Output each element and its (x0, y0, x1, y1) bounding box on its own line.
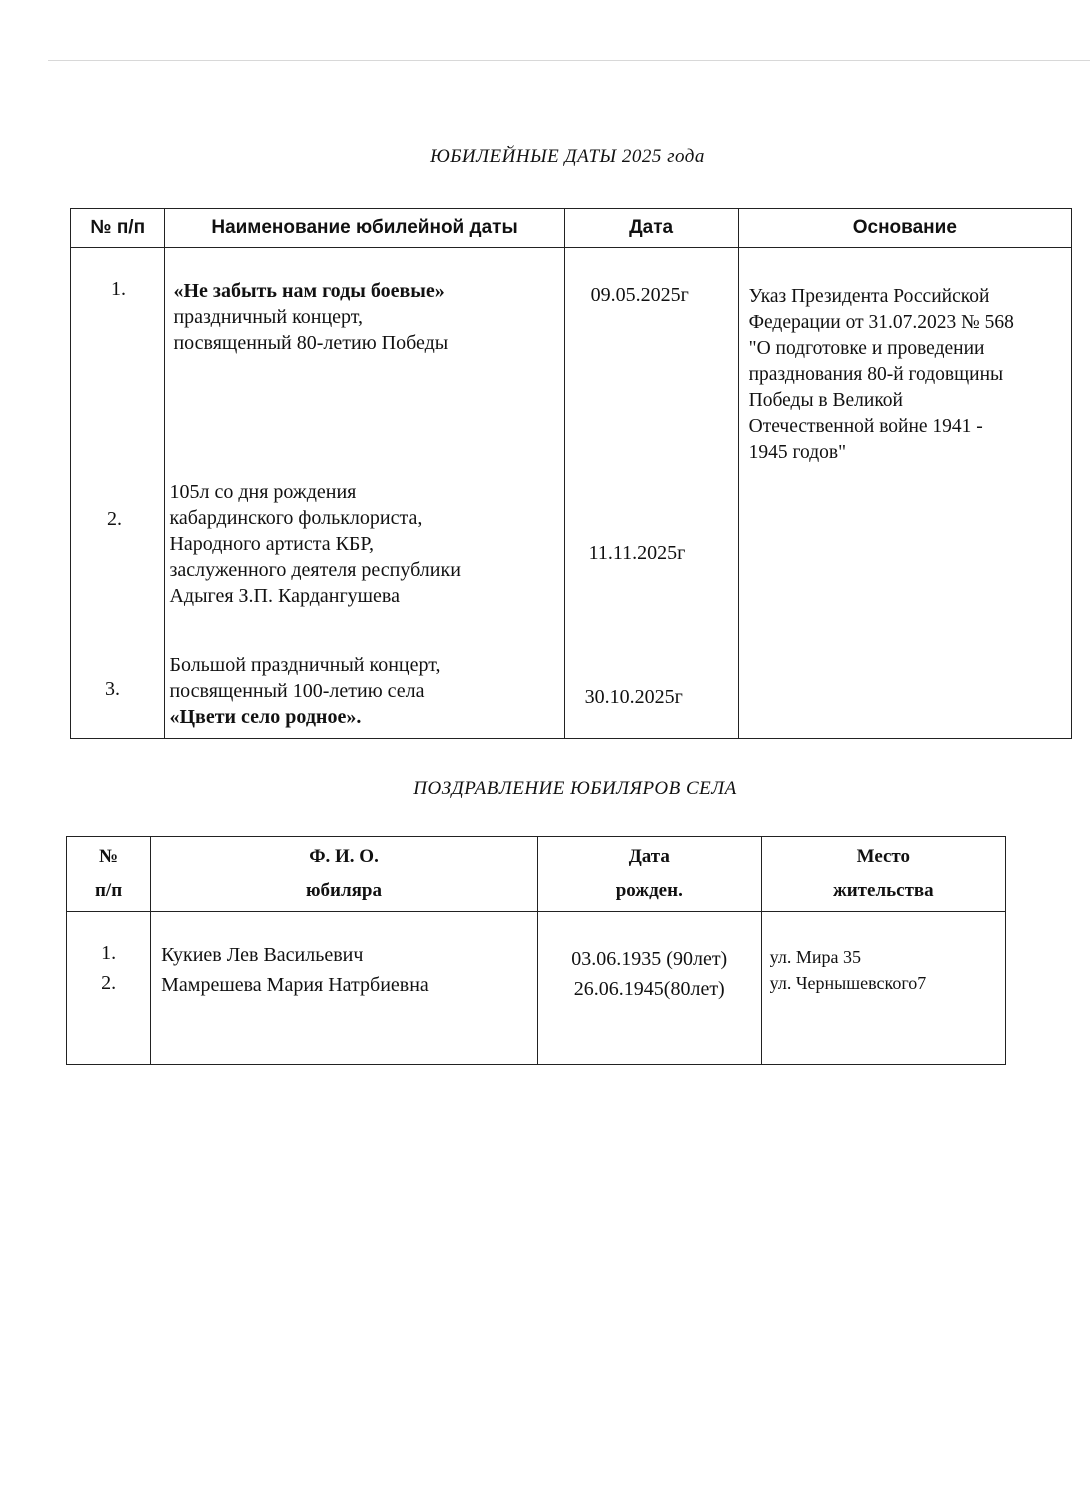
table-body-row (67, 912, 1006, 1065)
basis-line: Указ Президента Российской (748, 286, 990, 307)
row2-num: 2. (101, 972, 117, 994)
table-header-row (71, 209, 1072, 248)
row2-name-line: заслуженного деятеля республики (169, 559, 461, 581)
row1-num: 1. (101, 942, 117, 964)
row1-place: ул. Мира 35 (769, 947, 861, 967)
header-fio (151, 837, 538, 912)
header-place-line1: Место (856, 846, 911, 867)
header-place-line2: жительства (832, 880, 934, 901)
fio-column (151, 912, 538, 1065)
row2-name-line: 105л со дня рождения (169, 481, 357, 503)
jubilarians-table (66, 836, 1006, 1065)
header-fio-line2: юбиляра (306, 880, 382, 901)
date-column (564, 248, 738, 739)
row2-date: 11.11.2025г (588, 542, 686, 564)
basis-line: 1945 годов" (748, 442, 847, 463)
basis-line: Федерации от 31.07.2023 № 568 (748, 312, 1014, 333)
row2-name-line: Адыгея З.П. Кардангушева (169, 585, 400, 607)
place-column (761, 912, 1005, 1065)
row1-date: 09.05.2025г (590, 284, 689, 306)
header-basis: Основание (738, 209, 1071, 248)
basis-line: празднования 80-й годовщины (748, 364, 1004, 385)
basis-column (738, 248, 1071, 739)
header-dob-line2: рожден. (615, 880, 683, 901)
header-date: Дата (564, 209, 738, 248)
row2-num: 2. (107, 508, 122, 530)
row1-name (173, 278, 448, 356)
header-num-line1: № (99, 846, 119, 867)
header-num: № п/п (71, 209, 165, 248)
row3-name-bold: «Цвети село родное». (169, 706, 362, 728)
row1-num: 1. (111, 278, 126, 300)
scan-edge-line (48, 60, 1090, 61)
header-num-line2: п/п (94, 880, 123, 901)
basis-text (749, 284, 1014, 466)
row2-place: ул. Чернышевского7 (769, 973, 927, 993)
row2-name-line: Народного артиста КБР, (169, 533, 375, 555)
table-body-row (71, 248, 1072, 739)
row3-name-line: Большой праздничный концерт, (169, 654, 441, 676)
row1-fio: Кукиев Лев Васильевич (161, 944, 364, 966)
row2-fio: Мамрешева Мария Натрбиевна (161, 974, 429, 996)
section2-title: ПОЗДРАВЛЕНИЕ ЮБИЛЯРОВ СЕЛА (413, 778, 737, 799)
row1-name-line: посвященный 80-летию Победы (173, 332, 449, 354)
header-place (761, 837, 1005, 912)
header-num (67, 837, 151, 912)
header-dob (537, 837, 761, 912)
row1-name-bold: «Не забыть нам годы боевые» (173, 280, 445, 302)
num-column (71, 248, 165, 739)
header-fio-line1: Ф. И. О. (309, 846, 379, 867)
basis-line: "О подготовке и проведении (748, 338, 985, 359)
row2-name-line: кабардинского фольклориста, (169, 507, 423, 529)
dob-column (537, 912, 761, 1065)
basis-line: Победы в Великой (748, 390, 903, 411)
row2-dob: 26.06.1945(80лет) (573, 978, 725, 1000)
row3-num: 3. (105, 678, 120, 700)
basis-line: Отечественной войне 1941 - (748, 416, 983, 437)
row2-name (169, 479, 460, 609)
row3-name-line: посвященный 100-летию села (169, 680, 425, 702)
table-header-row (67, 837, 1006, 912)
name-column (165, 248, 564, 739)
row3-date: 30.10.2025г (584, 686, 683, 708)
header-name: Наименование юбилейной даты (165, 209, 564, 248)
row3-name (169, 652, 440, 730)
num-column (67, 912, 151, 1065)
section1-title: ЮБИЛЕЙНЫЕ ДАТЫ 2025 года (430, 146, 705, 167)
row1-name-line: праздничный концерт, (173, 306, 364, 328)
header-dob-line1: Дата (628, 846, 670, 867)
anniversary-dates-table (70, 208, 1072, 739)
row1-dob: 03.06.1935 (90лет) (571, 948, 728, 970)
